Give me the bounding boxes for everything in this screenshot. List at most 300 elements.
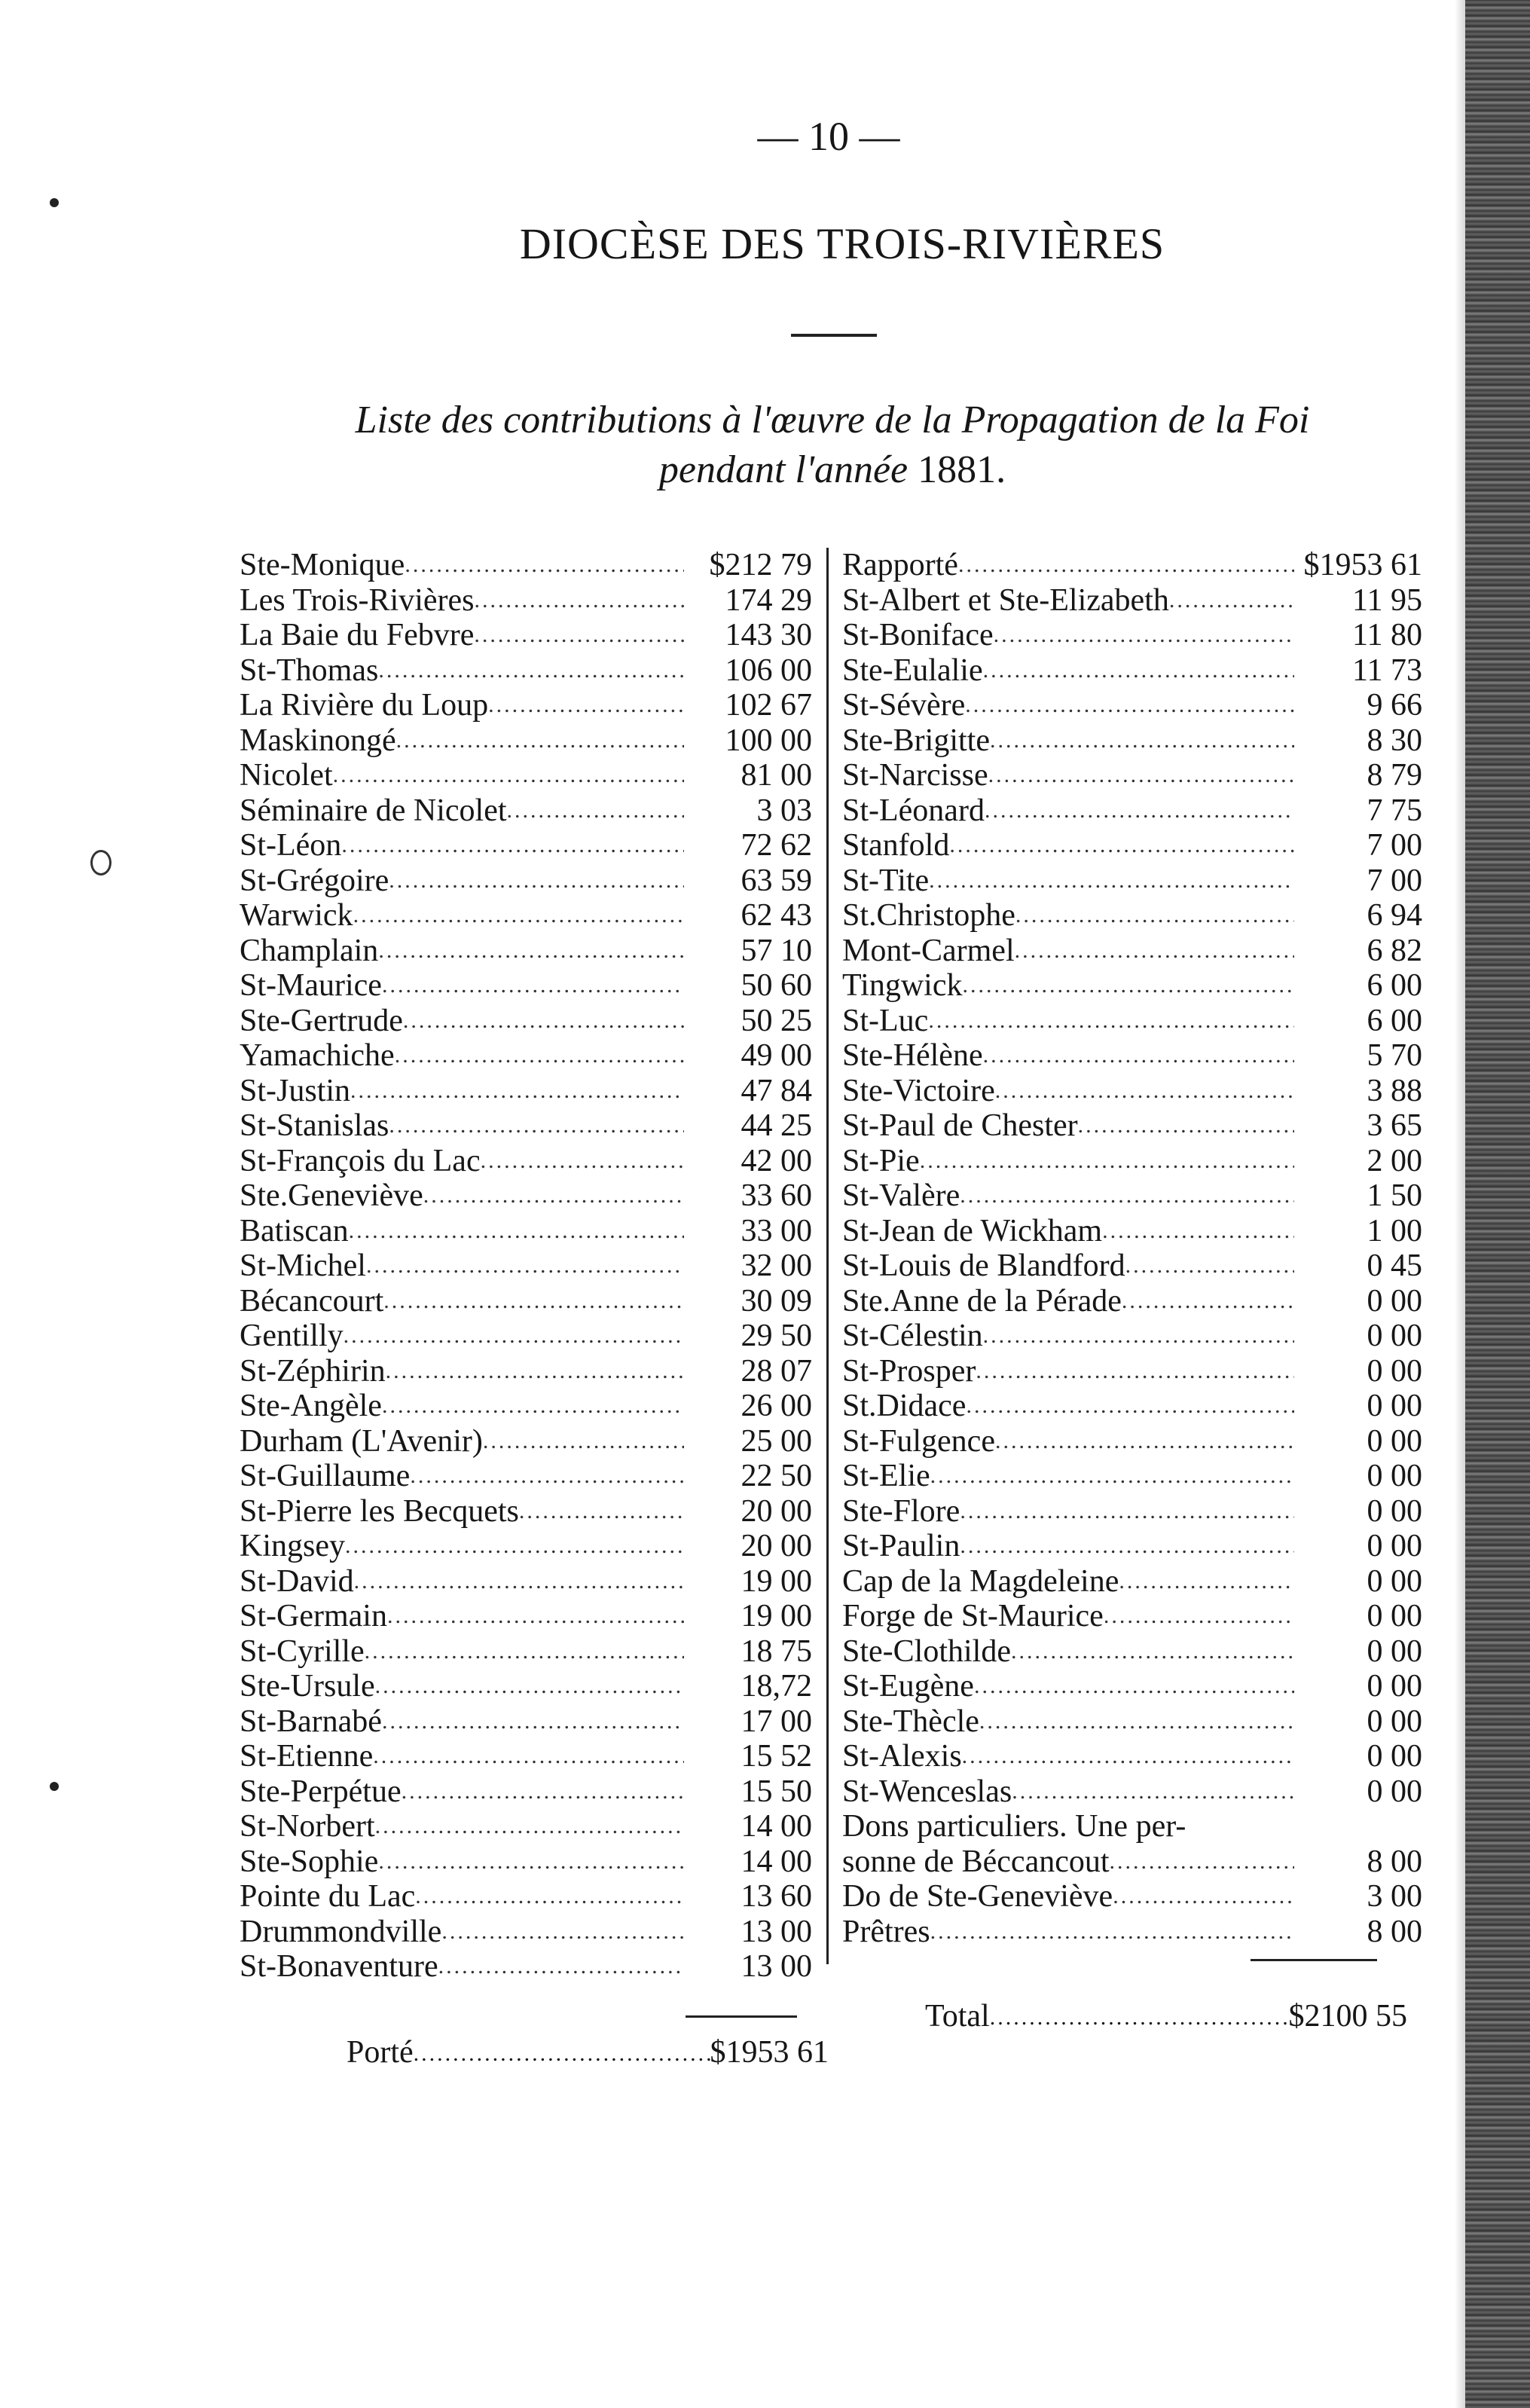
leader-dots — [382, 1704, 684, 1740]
contribution-row — [842, 1004, 1422, 1039]
contribution-amount: 0 00 — [1367, 1459, 1422, 1493]
contribution-amount: 15 50 — [741, 1774, 812, 1809]
contribution-amount: 28 07 — [741, 1353, 812, 1389]
contribution-amount: 0 00 — [1367, 1599, 1422, 1633]
contribution-row — [842, 1074, 1422, 1109]
parish-name: St-Sévère — [842, 688, 966, 723]
contribution-row — [842, 688, 1422, 723]
leader-dots — [378, 653, 684, 689]
contribution-row — [240, 583, 812, 619]
parish-name: St-Pierre les Becquets — [240, 1493, 519, 1529]
contribution-amount: 102 67 — [725, 688, 812, 723]
subtitle-line-2 — [188, 445, 1477, 495]
total-row — [925, 1998, 1407, 2037]
leader-dots — [354, 1564, 684, 1600]
contribution-row — [842, 793, 1422, 829]
leader-dots — [382, 1389, 684, 1424]
contribution-amount: 143 30 — [725, 618, 812, 652]
contribution-amount: 13 60 — [741, 1879, 812, 1914]
contribution-amount: 33 60 — [741, 1178, 812, 1213]
parish-name: Ste-Perpétue — [240, 1774, 402, 1809]
parish-name: St-Léonard — [842, 793, 985, 828]
contribution-amount: 8 30 — [1367, 723, 1422, 758]
leader-dots — [349, 1214, 684, 1249]
contribution-row — [240, 828, 812, 863]
parish-name: St-Léon — [240, 828, 342, 863]
parish-name: Do de Ste-Geneviève — [842, 1879, 1113, 1914]
contribution-amount: 13 00 — [741, 1949, 812, 1984]
leader-dots — [405, 548, 684, 583]
contribution-amount: 0 00 — [1367, 1774, 1422, 1809]
leader-dots — [488, 688, 684, 723]
parish-name: St-Bonaventure — [240, 1949, 438, 1984]
parish-name: Séminaire de Nicolet — [240, 793, 507, 828]
left-carry-row — [347, 2034, 829, 2073]
contribution-row — [842, 1669, 1422, 1704]
leader-dots — [960, 1178, 1294, 1214]
contribution-row — [842, 828, 1422, 863]
total-amount: $2100 55 — [1288, 1999, 1407, 2034]
contribution-row — [842, 934, 1422, 969]
parish-name: St-Elie — [842, 1459, 930, 1493]
contribution-amount: 6 94 — [1367, 898, 1422, 933]
contribution-amount: 14 00 — [741, 1844, 812, 1879]
parish-name: St-Thomas — [240, 652, 379, 688]
parish-name: St-Michel — [240, 1248, 366, 1283]
contribution-row — [240, 723, 812, 759]
parish-name: St-Wenceslas — [842, 1774, 1012, 1809]
contribution-amount: 9 66 — [1367, 688, 1422, 723]
leader-dots — [966, 1389, 1294, 1424]
leader-dots — [438, 1949, 684, 1985]
contribution-amount: 11 73 — [1352, 652, 1422, 688]
leader-dots — [474, 618, 684, 653]
parish-name: Drummondville — [240, 1914, 442, 1949]
contribution-row — [842, 1178, 1422, 1214]
leader-dots — [344, 1319, 684, 1354]
leader-dots — [1113, 1879, 1294, 1914]
leader-dots — [345, 1529, 684, 1564]
leader-dots — [389, 1108, 684, 1144]
parish-name: Ste-Clothilde — [842, 1633, 1011, 1669]
contribution-amount: 22 50 — [741, 1459, 812, 1493]
leader-dots — [1102, 1214, 1294, 1249]
contribution-row — [240, 1599, 812, 1634]
contribution-amount: 6 00 — [1367, 968, 1422, 1003]
parish-name: St-Jean de Wickham — [842, 1213, 1103, 1248]
leader-dots — [353, 898, 684, 934]
leader-dots — [960, 1529, 1294, 1564]
leader-dots — [441, 1914, 684, 1950]
parish-name: St-Valère — [842, 1178, 960, 1213]
contribution-amount: 72 62 — [741, 828, 812, 863]
leader-dots — [350, 1074, 684, 1109]
contribution-amount: 3 00 — [1367, 1879, 1422, 1914]
contribution-row — [240, 793, 812, 829]
leader-dots — [1011, 1634, 1294, 1670]
contribution-amount: 3 03 — [756, 793, 812, 828]
parish-name: St-Etienne — [240, 1739, 374, 1774]
contribution-row — [842, 1809, 1422, 1844]
leader-dots — [983, 1038, 1294, 1074]
contribution-row — [240, 1704, 812, 1740]
contribution-amount: 0 00 — [1367, 1704, 1422, 1739]
contribution-row — [842, 1248, 1422, 1284]
contribution-amount: 8 00 — [1367, 1914, 1422, 1949]
contribution-row — [240, 968, 812, 1004]
contribution-row — [842, 1774, 1422, 1810]
leader-dots — [1015, 898, 1294, 934]
leader-dots — [402, 1774, 684, 1810]
contribution-row — [240, 863, 812, 899]
leader-dots — [389, 863, 684, 899]
subtitle — [188, 396, 1477, 495]
contribution-row — [240, 1354, 812, 1389]
leader-dots — [1122, 1284, 1294, 1319]
contribution-row — [240, 1214, 812, 1249]
contribution-amount: $212 79 — [709, 548, 812, 582]
contribution-amount: 14 00 — [741, 1809, 812, 1844]
parish-name: Yamachiche — [240, 1038, 395, 1073]
leader-dots — [378, 934, 684, 969]
title-rule — [791, 334, 877, 337]
contribution-row — [240, 1038, 812, 1074]
parish-name: St-Paul de Chester — [842, 1108, 1078, 1143]
contribution-row — [240, 1178, 812, 1214]
contribution-row — [240, 1144, 812, 1179]
contribution-amount: 0 00 — [1367, 1283, 1422, 1319]
contribution-amount: 0 00 — [1367, 1493, 1422, 1529]
contribution-row — [842, 1739, 1422, 1774]
right-contributions-column — [842, 548, 1422, 1949]
parish-name: Ste-Eulalie — [842, 652, 983, 688]
contribution-row — [240, 548, 812, 583]
parish-name: Gentilly — [240, 1319, 344, 1353]
leader-dots — [974, 1669, 1294, 1704]
leader-dots — [1169, 583, 1294, 619]
parish-name: Ste-Sophie — [240, 1844, 379, 1879]
parish-name: Prêtres — [842, 1914, 930, 1949]
contribution-row — [240, 1004, 812, 1039]
contribution-amount: 32 00 — [741, 1248, 812, 1283]
contribution-amount: 5 70 — [1367, 1038, 1422, 1073]
parish-name: Forge de St-Maurice — [842, 1599, 1104, 1633]
parish-name: St.Christophe — [842, 898, 1015, 933]
carry-label: Porté — [347, 2035, 414, 2070]
leader-dots — [965, 688, 1294, 723]
contribution-amount: 50 60 — [741, 968, 812, 1003]
contribution-amount: 7 00 — [1367, 828, 1422, 863]
leader-dots — [983, 653, 1294, 689]
contribution-amount: 20 00 — [741, 1493, 812, 1529]
contribution-row — [842, 1459, 1422, 1494]
contribution-row — [240, 1739, 812, 1774]
leader-dots — [341, 828, 684, 863]
leader-dots — [1015, 934, 1294, 969]
total-label: Total — [925, 1999, 990, 2034]
contribution-row — [842, 1879, 1422, 1914]
parish-name: Dons particuliers. Une per- — [842, 1809, 1186, 1844]
leader-dots — [1104, 1599, 1294, 1634]
contribution-amount: 0 00 — [1367, 1739, 1422, 1774]
contribution-amount: 3 65 — [1367, 1108, 1422, 1143]
contribution-row — [240, 653, 812, 689]
leader-dots — [387, 1599, 684, 1634]
parish-name: St-François du Lac — [240, 1143, 481, 1178]
subtitle-line-2-text: pendant l'année — [658, 448, 909, 491]
contribution-amount: 0 45 — [1367, 1248, 1422, 1283]
scan-shadow — [1455, 0, 1465, 2408]
contribution-row — [842, 1844, 1422, 1880]
leader-dots — [930, 1914, 1294, 1950]
contribution-row — [842, 1564, 1422, 1600]
parish-name: St-Zéphirin — [240, 1353, 386, 1389]
contribution-row — [842, 1319, 1422, 1354]
parish-name: Bécancourt — [240, 1283, 384, 1319]
parish-name: St-Guillaume — [240, 1459, 411, 1493]
parish-name: Les Trois-Rivières — [240, 582, 475, 618]
parish-name: St-Justin — [240, 1073, 351, 1108]
contribution-amount: 63 59 — [741, 863, 812, 898]
parish-name: St-Narcisse — [842, 758, 988, 793]
parish-name: Kingsey — [240, 1529, 345, 1563]
contribution-row — [842, 653, 1422, 689]
contribution-amount: 62 43 — [741, 898, 812, 933]
contribution-amount: 26 00 — [741, 1389, 812, 1423]
subtitle-year: 1881. — [918, 448, 1006, 491]
contribution-amount: $1953 61 — [1303, 548, 1422, 582]
parish-name: Warwick — [240, 898, 353, 933]
ink-ring-mark — [90, 850, 111, 875]
parish-name: St-Norbert — [240, 1809, 375, 1844]
contribution-row — [842, 1284, 1422, 1319]
scan-binding-edge — [1465, 0, 1530, 2408]
parish-name: St-David — [240, 1563, 354, 1599]
contribution-row — [240, 1424, 812, 1459]
contribution-amount: 7 75 — [1367, 793, 1422, 828]
leader-dots — [995, 1074, 1294, 1109]
contribution-row — [240, 1319, 812, 1354]
parish-name: St-Pie — [842, 1143, 920, 1178]
contribution-row — [240, 934, 812, 969]
carry-amount: $1953 61 — [710, 2035, 829, 2070]
leader-dots — [1110, 1844, 1294, 1880]
parish-name: Ste-Gertrude — [240, 1003, 403, 1038]
leader-dots — [382, 968, 684, 1004]
parish-name: St-Tite — [842, 863, 930, 898]
parish-name: sonne de Béccancout — [842, 1844, 1110, 1879]
leader-dots — [396, 723, 684, 759]
contribution-row — [842, 583, 1422, 619]
contribution-amount: 47 84 — [741, 1073, 812, 1108]
contribution-amount: 18,72 — [741, 1669, 812, 1704]
contribution-row — [842, 618, 1422, 653]
contribution-amount: 44 25 — [741, 1108, 812, 1143]
leader-dots — [481, 1144, 684, 1179]
parish-name: Tingwick — [842, 968, 963, 1003]
contribution-amount: 6 00 — [1367, 1003, 1422, 1038]
contribution-row — [842, 1354, 1422, 1389]
leader-dots — [985, 793, 1294, 829]
contribution-amount: 0 00 — [1367, 1529, 1422, 1563]
parish-name: Ste-Ursule — [240, 1669, 375, 1704]
parish-name: Mont-Carmel — [842, 933, 1015, 968]
parish-name: Ste-Monique — [240, 548, 405, 582]
parish-name: Ste.Anne de la Pérade — [842, 1283, 1122, 1319]
parish-name: La Baie du Febvre — [240, 618, 475, 652]
parish-name: Champlain — [240, 933, 379, 968]
contribution-amount: 18 75 — [741, 1633, 812, 1669]
right-sum-rule — [1251, 1959, 1377, 1961]
leader-dots — [375, 1669, 684, 1704]
parish-name: La Rivière du Loup — [240, 688, 489, 723]
contribution-row — [842, 1424, 1422, 1459]
leader-dots — [333, 758, 684, 793]
leader-dots — [1119, 1564, 1294, 1600]
contribution-amount: 7 00 — [1367, 863, 1422, 898]
parish-name: Ste-Flore — [842, 1493, 960, 1529]
parish-name: St-Luc — [842, 1003, 929, 1038]
contribution-amount: 17 00 — [741, 1704, 812, 1739]
leader-dots — [930, 1459, 1294, 1494]
contribution-amount: 19 00 — [741, 1599, 812, 1633]
parish-name: St-Alexis — [842, 1739, 962, 1774]
contribution-amount: 2 00 — [1367, 1143, 1422, 1178]
parish-name: St-Grégoire — [240, 863, 389, 898]
parish-name: St-Albert et Ste-Elizabeth — [842, 582, 1169, 618]
leader-dots — [960, 1494, 1294, 1529]
contribution-row — [240, 1529, 812, 1564]
contribution-row — [240, 618, 812, 653]
leader-dots — [483, 1424, 684, 1459]
contribution-row — [842, 1494, 1422, 1529]
contribution-row — [842, 968, 1422, 1004]
parish-name: St-Boniface — [842, 618, 994, 652]
leader-dots — [1012, 1774, 1294, 1810]
contribution-row — [842, 723, 1422, 759]
contribution-amount: 8 00 — [1367, 1844, 1422, 1879]
leader-dots — [386, 1354, 684, 1389]
parish-name: St-Fulgence — [842, 1423, 995, 1459]
parish-name: Ste-Hélène — [842, 1038, 983, 1073]
leader-dots — [976, 1354, 1294, 1389]
contribution-row — [240, 1879, 812, 1914]
subtitle-line-1: Liste des contributions à l'œuvre de la Propagation de la Foi — [355, 399, 1310, 442]
leader-dots — [958, 548, 1294, 583]
contribution-row — [240, 1248, 812, 1284]
contribution-row — [240, 898, 812, 934]
total-leader-dots — [990, 1998, 1289, 2037]
contribution-row — [842, 1214, 1422, 1249]
contribution-amount: 174 29 — [725, 582, 812, 618]
column-divider — [826, 548, 829, 1964]
contribution-amount: 33 00 — [741, 1213, 812, 1248]
page-number: — 10 — — [757, 114, 900, 159]
contribution-amount: 42 00 — [741, 1143, 812, 1178]
contribution-amount: 29 50 — [741, 1319, 812, 1353]
contribution-amount: 0 00 — [1367, 1423, 1422, 1459]
parish-name: Ste-Thècle — [842, 1704, 979, 1739]
contribution-row — [842, 548, 1422, 583]
leader-dots — [475, 583, 684, 619]
contribution-amount: 20 00 — [741, 1529, 812, 1563]
leader-dots — [979, 1704, 1294, 1740]
leader-dots — [988, 758, 1294, 793]
contribution-row — [240, 1774, 812, 1810]
contribution-amount: 1 50 — [1367, 1178, 1422, 1213]
leader-dots — [1078, 1108, 1294, 1144]
leader-dots — [990, 723, 1294, 759]
contribution-amount: 106 00 — [725, 652, 812, 688]
page-title: DIOCÈSE DES TROIS-RIVIÈRES — [519, 219, 1165, 268]
contribution-row — [240, 1459, 812, 1494]
contribution-amount: 11 80 — [1352, 618, 1422, 652]
parish-name: St-Barnabé — [240, 1704, 382, 1739]
leader-dots — [403, 1004, 684, 1039]
contribution-row — [240, 1634, 812, 1670]
parish-name: St-Cyrille — [240, 1633, 365, 1669]
ink-speck — [50, 198, 59, 207]
parish-name: Durham (L'Avenir) — [240, 1423, 483, 1459]
leader-dots — [378, 1844, 684, 1880]
leader-dots — [375, 1809, 684, 1844]
parish-name: Ste-Angèle — [240, 1389, 382, 1423]
parish-name: St.Didace — [842, 1389, 967, 1423]
leader-dots — [423, 1178, 684, 1214]
leader-dots — [410, 1459, 684, 1494]
parish-name: St-Paulin — [842, 1529, 960, 1563]
contribution-row — [240, 1564, 812, 1600]
contribution-row — [842, 1914, 1422, 1950]
parish-name: St-Maurice — [240, 968, 382, 1003]
left-contributions-column — [240, 548, 812, 1985]
contribution-amount: 50 25 — [741, 1003, 812, 1038]
contribution-row — [842, 1704, 1422, 1740]
contribution-amount: 15 52 — [741, 1739, 812, 1774]
contribution-amount: 81 00 — [741, 758, 812, 793]
leader-dots — [994, 618, 1294, 653]
contribution-row — [240, 1669, 812, 1704]
contribution-row — [240, 758, 812, 793]
parish-name: St-Louis de Blandford — [842, 1248, 1125, 1283]
contribution-row — [240, 1074, 812, 1109]
contribution-row — [240, 1844, 812, 1880]
parish-name: St-Germain — [240, 1599, 387, 1633]
parish-name: Maskinongé — [240, 723, 396, 758]
parish-name: Ste-Victoire — [842, 1073, 995, 1108]
contribution-row — [240, 1809, 812, 1844]
contribution-row — [240, 1914, 812, 1950]
parish-name: Ste-Brigitte — [842, 723, 990, 758]
contribution-amount: 1 00 — [1367, 1213, 1422, 1248]
leader-dots — [519, 1494, 684, 1529]
leader-dots — [507, 793, 684, 829]
leader-dots — [995, 1424, 1294, 1459]
carry-leader-dots — [414, 2034, 710, 2073]
leader-dots — [928, 1004, 1294, 1039]
leader-dots — [929, 863, 1294, 899]
contribution-row — [842, 863, 1422, 899]
contribution-amount: 0 00 — [1367, 1389, 1422, 1423]
leader-dots — [366, 1248, 684, 1284]
parish-name: Stanfold — [842, 828, 950, 863]
parish-name: Cap de la Magdeleine — [842, 1563, 1119, 1599]
contribution-row — [240, 1389, 812, 1424]
contribution-amount: 19 00 — [741, 1563, 812, 1599]
leader-dots — [395, 1038, 684, 1074]
parish-name: Nicolet — [240, 758, 333, 793]
leader-dots — [365, 1634, 684, 1670]
